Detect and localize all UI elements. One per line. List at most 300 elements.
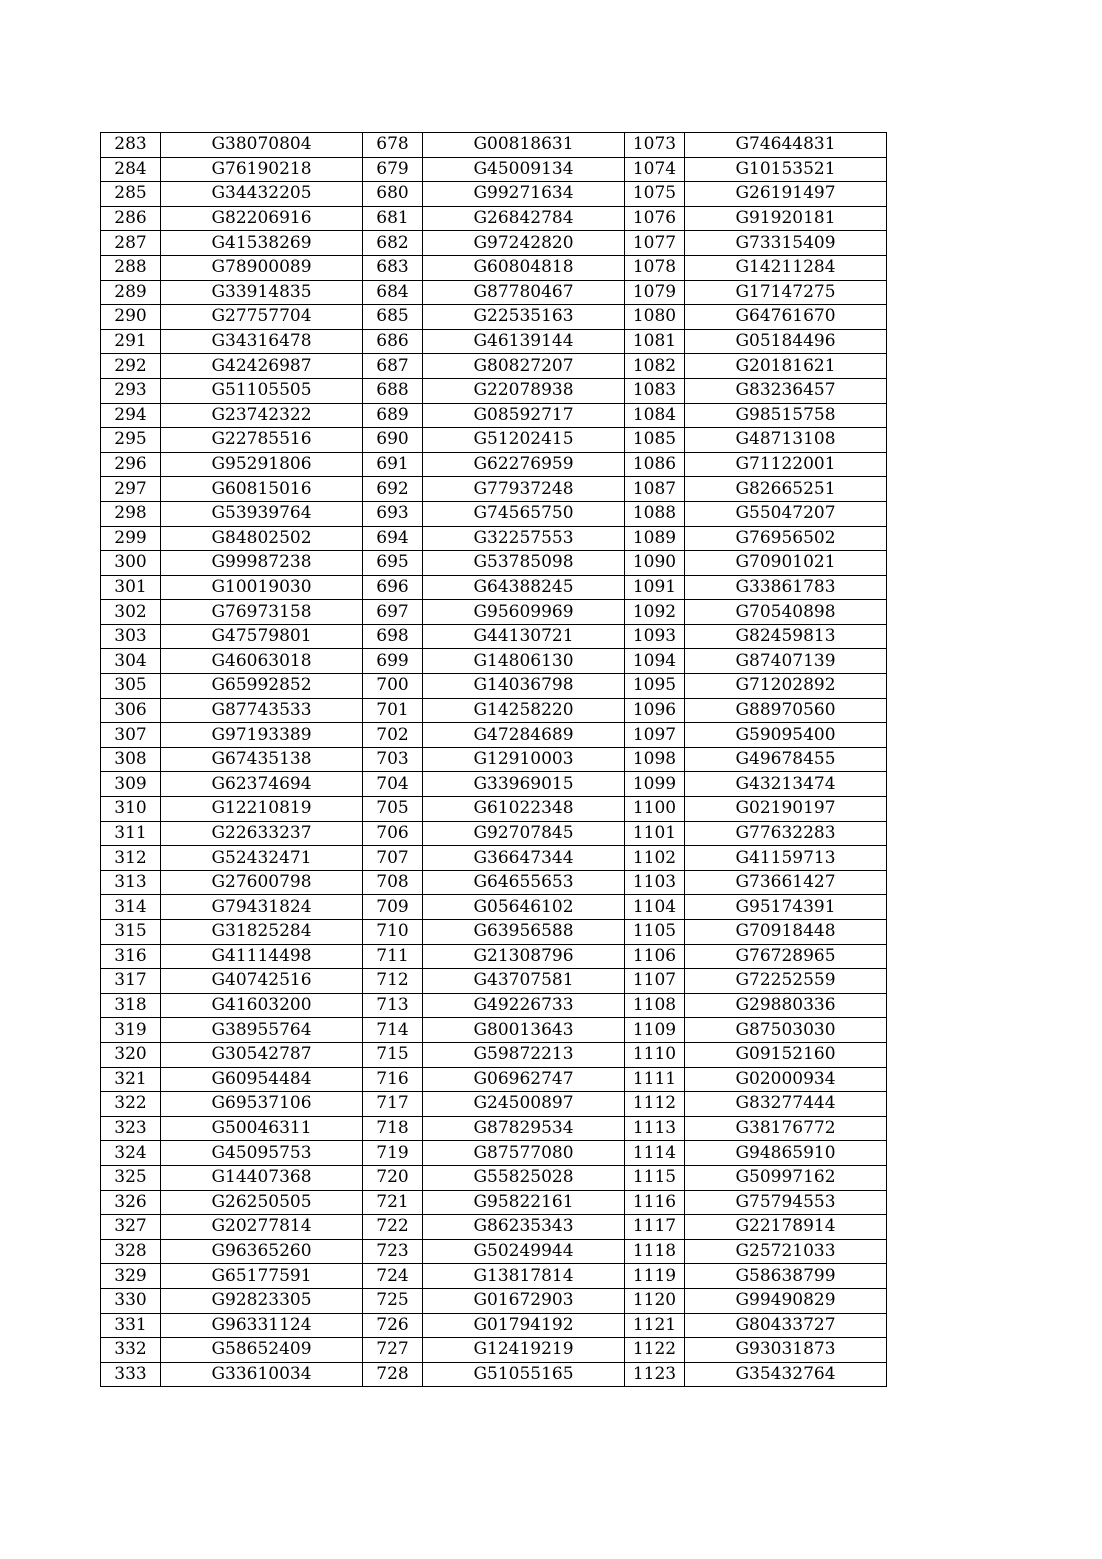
serial-number-cell: 709 bbox=[363, 895, 423, 920]
table-row bbox=[101, 747, 887, 772]
id-code-cell: G86235343 bbox=[423, 1215, 625, 1240]
serial-number-cell: 284 bbox=[101, 157, 161, 182]
table-row bbox=[101, 182, 887, 207]
id-code-cell: G94865910 bbox=[685, 1141, 887, 1166]
table-row bbox=[101, 1313, 887, 1338]
serial-number-cell: 332 bbox=[101, 1338, 161, 1363]
serial-number-cell: 1115 bbox=[625, 1165, 685, 1190]
serial-number-cell: 1120 bbox=[625, 1288, 685, 1313]
id-code-cell: G10153521 bbox=[685, 157, 887, 182]
table-row bbox=[101, 477, 887, 502]
id-code-cell: G05646102 bbox=[423, 895, 625, 920]
serial-number-cell: 1111 bbox=[625, 1067, 685, 1092]
serial-number-cell: 1123 bbox=[625, 1362, 685, 1387]
id-code-cell: G63956588 bbox=[423, 920, 625, 945]
id-code-cell: G46063018 bbox=[161, 649, 363, 674]
serial-number-cell: 321 bbox=[101, 1067, 161, 1092]
serial-number-cell: 310 bbox=[101, 797, 161, 822]
table-row bbox=[101, 428, 887, 453]
id-code-cell: G50249944 bbox=[423, 1239, 625, 1264]
table-row bbox=[101, 821, 887, 846]
id-code-cell: G87503030 bbox=[685, 1018, 887, 1043]
serial-number-cell: 1112 bbox=[625, 1092, 685, 1117]
table-row bbox=[101, 1362, 887, 1387]
id-code-cell: G87407139 bbox=[685, 649, 887, 674]
table-row bbox=[101, 870, 887, 895]
id-code-cell: G64761670 bbox=[685, 305, 887, 330]
table-row bbox=[101, 1067, 887, 1092]
serial-number-cell: 1081 bbox=[625, 329, 685, 354]
serial-number-cell: 682 bbox=[363, 231, 423, 256]
table-row bbox=[101, 624, 887, 649]
id-code-cell: G43707581 bbox=[423, 969, 625, 994]
serial-number-cell: 302 bbox=[101, 600, 161, 625]
id-code-cell: G76973158 bbox=[161, 600, 363, 625]
serial-number-cell: 319 bbox=[101, 1018, 161, 1043]
id-code-cell: G88970560 bbox=[685, 698, 887, 723]
id-code-cell: G24500897 bbox=[423, 1092, 625, 1117]
serial-number-cell: 686 bbox=[363, 329, 423, 354]
table-row bbox=[101, 231, 887, 256]
id-code-cell: G83236457 bbox=[685, 378, 887, 403]
serial-number-cell: 313 bbox=[101, 870, 161, 895]
id-code-cell: G35432764 bbox=[685, 1362, 887, 1387]
serial-number-cell: 288 bbox=[101, 255, 161, 280]
serial-number-cell: 1101 bbox=[625, 821, 685, 846]
serial-number-cell: 1076 bbox=[625, 206, 685, 231]
id-code-cell: G78900089 bbox=[161, 255, 363, 280]
id-code-cell: G02190197 bbox=[685, 797, 887, 822]
id-code-cell: G08592717 bbox=[423, 403, 625, 428]
table-row bbox=[101, 526, 887, 551]
id-code-cell: G64655653 bbox=[423, 870, 625, 895]
serial-number-cell: 712 bbox=[363, 969, 423, 994]
serial-number-cell: 1108 bbox=[625, 993, 685, 1018]
serial-number-cell: 714 bbox=[363, 1018, 423, 1043]
table-row bbox=[101, 649, 887, 674]
id-code-cell: G38176772 bbox=[685, 1116, 887, 1141]
serial-number-cell: 328 bbox=[101, 1239, 161, 1264]
id-code-cell: G47284689 bbox=[423, 723, 625, 748]
id-code-cell: G38070804 bbox=[161, 133, 363, 158]
table-row bbox=[101, 920, 887, 945]
id-code-cell: G22535163 bbox=[423, 305, 625, 330]
serial-number-cell: 333 bbox=[101, 1362, 161, 1387]
serial-number-cell: 716 bbox=[363, 1067, 423, 1092]
id-code-cell: G92707845 bbox=[423, 821, 625, 846]
serial-number-cell: 330 bbox=[101, 1288, 161, 1313]
id-code-cell: G25721033 bbox=[685, 1239, 887, 1264]
id-code-cell: G48713108 bbox=[685, 428, 887, 453]
id-code-cell: G62374694 bbox=[161, 772, 363, 797]
id-code-cell: G95174391 bbox=[685, 895, 887, 920]
id-code-cell: G26250505 bbox=[161, 1190, 363, 1215]
table-row bbox=[101, 378, 887, 403]
id-code-cell: G06962747 bbox=[423, 1067, 625, 1092]
serial-number-cell: 707 bbox=[363, 846, 423, 871]
data-table bbox=[100, 132, 887, 1387]
id-code-cell: G01672903 bbox=[423, 1288, 625, 1313]
table-row bbox=[101, 1288, 887, 1313]
id-code-cell: G76190218 bbox=[161, 157, 363, 182]
id-code-cell: G26842784 bbox=[423, 206, 625, 231]
id-code-cell: G36647344 bbox=[423, 846, 625, 871]
id-code-cell: G65992852 bbox=[161, 674, 363, 699]
id-code-cell: G84802502 bbox=[161, 526, 363, 551]
id-code-cell: G58638799 bbox=[685, 1264, 887, 1289]
serial-number-cell: 295 bbox=[101, 428, 161, 453]
id-code-cell: G27757704 bbox=[161, 305, 363, 330]
id-code-cell: G41538269 bbox=[161, 231, 363, 256]
id-code-cell: G79431824 bbox=[161, 895, 363, 920]
serial-number-cell: 699 bbox=[363, 649, 423, 674]
id-code-cell: G12910003 bbox=[423, 747, 625, 772]
serial-number-cell: 1097 bbox=[625, 723, 685, 748]
table-row bbox=[101, 452, 887, 477]
id-code-cell: G31825284 bbox=[161, 920, 363, 945]
serial-number-cell: 307 bbox=[101, 723, 161, 748]
serial-number-cell: 693 bbox=[363, 501, 423, 526]
table-row bbox=[101, 157, 887, 182]
serial-number-cell: 711 bbox=[363, 944, 423, 969]
serial-number-cell: 314 bbox=[101, 895, 161, 920]
serial-number-cell: 701 bbox=[363, 698, 423, 723]
table-row bbox=[101, 600, 887, 625]
table-row bbox=[101, 575, 887, 600]
id-code-cell: G33969015 bbox=[423, 772, 625, 797]
id-code-cell: G58652409 bbox=[161, 1338, 363, 1363]
serial-number-cell: 681 bbox=[363, 206, 423, 231]
id-code-cell: G80827207 bbox=[423, 354, 625, 379]
serial-number-cell: 706 bbox=[363, 821, 423, 846]
serial-number-cell: 719 bbox=[363, 1141, 423, 1166]
serial-number-cell: 1091 bbox=[625, 575, 685, 600]
serial-number-cell: 329 bbox=[101, 1264, 161, 1289]
id-code-cell: G59872213 bbox=[423, 1042, 625, 1067]
id-code-cell: G21308796 bbox=[423, 944, 625, 969]
id-code-cell: G44130721 bbox=[423, 624, 625, 649]
table-row bbox=[101, 280, 887, 305]
id-code-cell: G73315409 bbox=[685, 231, 887, 256]
serial-number-cell: 1096 bbox=[625, 698, 685, 723]
serial-number-cell: 291 bbox=[101, 329, 161, 354]
table-row bbox=[101, 895, 887, 920]
id-code-cell: G96331124 bbox=[161, 1313, 363, 1338]
serial-number-cell: 683 bbox=[363, 255, 423, 280]
table-row bbox=[101, 846, 887, 871]
serial-number-cell: 715 bbox=[363, 1042, 423, 1067]
id-code-cell: G97193389 bbox=[161, 723, 363, 748]
serial-number-cell: 694 bbox=[363, 526, 423, 551]
id-code-cell: G70901021 bbox=[685, 551, 887, 576]
table-row bbox=[101, 1116, 887, 1141]
id-code-cell: G82665251 bbox=[685, 477, 887, 502]
serial-number-cell: 684 bbox=[363, 280, 423, 305]
table-row bbox=[101, 255, 887, 280]
serial-number-cell: 299 bbox=[101, 526, 161, 551]
serial-number-cell: 1099 bbox=[625, 772, 685, 797]
serial-number-cell: 705 bbox=[363, 797, 423, 822]
id-code-cell: G29880336 bbox=[685, 993, 887, 1018]
table-row bbox=[101, 551, 887, 576]
id-code-cell: G23742322 bbox=[161, 403, 363, 428]
table-row bbox=[101, 698, 887, 723]
id-code-cell: G60954484 bbox=[161, 1067, 363, 1092]
id-code-cell: G87829534 bbox=[423, 1116, 625, 1141]
id-code-cell: G76956502 bbox=[685, 526, 887, 551]
id-code-cell: G33861783 bbox=[685, 575, 887, 600]
serial-number-cell: 286 bbox=[101, 206, 161, 231]
serial-number-cell: 1107 bbox=[625, 969, 685, 994]
table-row bbox=[101, 969, 887, 994]
table-row bbox=[101, 1190, 887, 1215]
table-row bbox=[101, 206, 887, 231]
id-code-cell: G40742516 bbox=[161, 969, 363, 994]
serial-number-cell: 316 bbox=[101, 944, 161, 969]
id-code-cell: G52432471 bbox=[161, 846, 363, 871]
id-code-cell: G01794192 bbox=[423, 1313, 625, 1338]
serial-number-cell: 1073 bbox=[625, 133, 685, 158]
id-code-cell: G17147275 bbox=[685, 280, 887, 305]
serial-number-cell: 300 bbox=[101, 551, 161, 576]
serial-number-cell: 1098 bbox=[625, 747, 685, 772]
serial-number-cell: 718 bbox=[363, 1116, 423, 1141]
id-code-cell: G50997162 bbox=[685, 1165, 887, 1190]
id-code-cell: G92823305 bbox=[161, 1288, 363, 1313]
id-code-cell: G49678455 bbox=[685, 747, 887, 772]
id-code-cell: G80013643 bbox=[423, 1018, 625, 1043]
serial-number-cell: 325 bbox=[101, 1165, 161, 1190]
id-code-cell: G74644831 bbox=[685, 133, 887, 158]
serial-number-cell: 703 bbox=[363, 747, 423, 772]
id-code-cell: G61022348 bbox=[423, 797, 625, 822]
id-code-cell: G87780467 bbox=[423, 280, 625, 305]
serial-number-cell: 1074 bbox=[625, 157, 685, 182]
table-row bbox=[101, 993, 887, 1018]
serial-number-cell: 687 bbox=[363, 354, 423, 379]
serial-number-cell: 301 bbox=[101, 575, 161, 600]
serial-number-cell: 704 bbox=[363, 772, 423, 797]
serial-number-cell: 1088 bbox=[625, 501, 685, 526]
id-code-cell: G14258220 bbox=[423, 698, 625, 723]
serial-number-cell: 724 bbox=[363, 1264, 423, 1289]
table-row bbox=[101, 133, 887, 158]
id-code-cell: G50046311 bbox=[161, 1116, 363, 1141]
id-code-cell: G47579801 bbox=[161, 624, 363, 649]
serial-number-cell: 713 bbox=[363, 993, 423, 1018]
serial-number-cell: 1086 bbox=[625, 452, 685, 477]
id-code-cell: G55047207 bbox=[685, 501, 887, 526]
table-row bbox=[101, 944, 887, 969]
serial-number-cell: 1093 bbox=[625, 624, 685, 649]
id-code-cell: G51202415 bbox=[423, 428, 625, 453]
id-code-cell: G34432205 bbox=[161, 182, 363, 207]
serial-number-cell: 1083 bbox=[625, 378, 685, 403]
id-code-cell: G96365260 bbox=[161, 1239, 363, 1264]
table-row bbox=[101, 1215, 887, 1240]
serial-number-cell: 323 bbox=[101, 1116, 161, 1141]
id-code-cell: G22178914 bbox=[685, 1215, 887, 1240]
id-code-cell: G20277814 bbox=[161, 1215, 363, 1240]
serial-number-cell: 1117 bbox=[625, 1215, 685, 1240]
table-row bbox=[101, 1165, 887, 1190]
id-code-cell: G59095400 bbox=[685, 723, 887, 748]
serial-number-cell: 1078 bbox=[625, 255, 685, 280]
serial-number-cell: 690 bbox=[363, 428, 423, 453]
serial-number-cell: 691 bbox=[363, 452, 423, 477]
id-code-cell: G77632283 bbox=[685, 821, 887, 846]
id-code-cell: G65177591 bbox=[161, 1264, 363, 1289]
id-code-cell: G67435138 bbox=[161, 747, 363, 772]
serial-number-cell: 1085 bbox=[625, 428, 685, 453]
serial-number-cell: 1095 bbox=[625, 674, 685, 699]
id-code-cell: G71122001 bbox=[685, 452, 887, 477]
serial-number-cell: 1118 bbox=[625, 1239, 685, 1264]
table-row bbox=[101, 674, 887, 699]
serial-number-cell: 685 bbox=[363, 305, 423, 330]
serial-number-cell: 1094 bbox=[625, 649, 685, 674]
table-row bbox=[101, 305, 887, 330]
serial-number-cell: 710 bbox=[363, 920, 423, 945]
serial-number-cell: 317 bbox=[101, 969, 161, 994]
serial-number-cell: 305 bbox=[101, 674, 161, 699]
serial-number-cell: 283 bbox=[101, 133, 161, 158]
table-row bbox=[101, 797, 887, 822]
id-code-cell: G70918448 bbox=[685, 920, 887, 945]
serial-number-cell: 1084 bbox=[625, 403, 685, 428]
table-row bbox=[101, 1264, 887, 1289]
serial-number-cell: 695 bbox=[363, 551, 423, 576]
id-code-cell: G97242820 bbox=[423, 231, 625, 256]
serial-number-cell: 1092 bbox=[625, 600, 685, 625]
id-code-cell: G55825028 bbox=[423, 1165, 625, 1190]
table-row bbox=[101, 1239, 887, 1264]
id-code-cell: G77937248 bbox=[423, 477, 625, 502]
serial-number-cell: 312 bbox=[101, 846, 161, 871]
id-code-cell: G53785098 bbox=[423, 551, 625, 576]
serial-number-cell: 297 bbox=[101, 477, 161, 502]
serial-number-cell: 717 bbox=[363, 1092, 423, 1117]
id-code-cell: G95822161 bbox=[423, 1190, 625, 1215]
id-code-cell: G41159713 bbox=[685, 846, 887, 871]
serial-number-cell: 679 bbox=[363, 157, 423, 182]
serial-number-cell: 294 bbox=[101, 403, 161, 428]
id-code-cell: G95609969 bbox=[423, 600, 625, 625]
id-code-cell: G14036798 bbox=[423, 674, 625, 699]
id-code-cell: G33610034 bbox=[161, 1362, 363, 1387]
serial-number-cell: 318 bbox=[101, 993, 161, 1018]
id-code-cell: G60815016 bbox=[161, 477, 363, 502]
id-code-cell: G51105505 bbox=[161, 378, 363, 403]
id-code-cell: G22633237 bbox=[161, 821, 363, 846]
id-code-cell: G14806130 bbox=[423, 649, 625, 674]
id-code-cell: G99271634 bbox=[423, 182, 625, 207]
serial-number-cell: 1106 bbox=[625, 944, 685, 969]
id-code-cell: G76728965 bbox=[685, 944, 887, 969]
table-row bbox=[101, 1092, 887, 1117]
id-code-cell: G72252559 bbox=[685, 969, 887, 994]
id-code-cell: G49226733 bbox=[423, 993, 625, 1018]
id-code-cell: G45095753 bbox=[161, 1141, 363, 1166]
id-code-cell: G33914835 bbox=[161, 280, 363, 305]
table-row bbox=[101, 1141, 887, 1166]
serial-number-cell: 688 bbox=[363, 378, 423, 403]
serial-number-cell: 696 bbox=[363, 575, 423, 600]
serial-number-cell: 320 bbox=[101, 1042, 161, 1067]
serial-number-cell: 1121 bbox=[625, 1313, 685, 1338]
serial-number-cell: 726 bbox=[363, 1313, 423, 1338]
id-code-cell: G05184496 bbox=[685, 329, 887, 354]
id-code-cell: G46139144 bbox=[423, 329, 625, 354]
table-row bbox=[101, 1042, 887, 1067]
id-code-cell: G74565750 bbox=[423, 501, 625, 526]
id-code-cell: G41114498 bbox=[161, 944, 363, 969]
id-code-cell: G02000934 bbox=[685, 1067, 887, 1092]
serial-number-cell: 692 bbox=[363, 477, 423, 502]
serial-number-cell: 1116 bbox=[625, 1190, 685, 1215]
id-code-cell: G30542787 bbox=[161, 1042, 363, 1067]
serial-number-cell: 678 bbox=[363, 133, 423, 158]
serial-number-cell: 296 bbox=[101, 452, 161, 477]
serial-number-cell: 1103 bbox=[625, 870, 685, 895]
id-code-cell: G00818631 bbox=[423, 133, 625, 158]
serial-number-cell: 289 bbox=[101, 280, 161, 305]
serial-number-cell: 689 bbox=[363, 403, 423, 428]
serial-number-cell: 308 bbox=[101, 747, 161, 772]
id-code-cell: G12419219 bbox=[423, 1338, 625, 1363]
id-code-cell: G87577080 bbox=[423, 1141, 625, 1166]
serial-number-cell: 287 bbox=[101, 231, 161, 256]
serial-number-cell: 322 bbox=[101, 1092, 161, 1117]
id-code-cell: G71202892 bbox=[685, 674, 887, 699]
serial-number-cell: 727 bbox=[363, 1338, 423, 1363]
id-code-cell: G27600798 bbox=[161, 870, 363, 895]
serial-number-cell: 680 bbox=[363, 182, 423, 207]
serial-number-cell: 309 bbox=[101, 772, 161, 797]
table-row bbox=[101, 501, 887, 526]
serial-number-cell: 702 bbox=[363, 723, 423, 748]
table-row bbox=[101, 354, 887, 379]
serial-number-cell: 1105 bbox=[625, 920, 685, 945]
serial-number-cell: 720 bbox=[363, 1165, 423, 1190]
id-code-cell: G41603200 bbox=[161, 993, 363, 1018]
id-code-cell: G91920181 bbox=[685, 206, 887, 231]
id-code-cell: G10019030 bbox=[161, 575, 363, 600]
id-code-cell: G75794553 bbox=[685, 1190, 887, 1215]
serial-number-cell: 306 bbox=[101, 698, 161, 723]
id-code-cell: G82459813 bbox=[685, 624, 887, 649]
id-code-cell: G43213474 bbox=[685, 772, 887, 797]
serial-number-cell: 697 bbox=[363, 600, 423, 625]
serial-number-cell: 324 bbox=[101, 1141, 161, 1166]
id-code-cell: G14211284 bbox=[685, 255, 887, 280]
serial-number-cell: 285 bbox=[101, 182, 161, 207]
id-code-cell: G69537106 bbox=[161, 1092, 363, 1117]
serial-number-cell: 708 bbox=[363, 870, 423, 895]
id-code-cell: G38955764 bbox=[161, 1018, 363, 1043]
id-code-cell: G99987238 bbox=[161, 551, 363, 576]
id-code-cell: G80433727 bbox=[685, 1313, 887, 1338]
serial-number-cell: 1077 bbox=[625, 231, 685, 256]
id-code-cell: G93031873 bbox=[685, 1338, 887, 1363]
serial-number-cell: 698 bbox=[363, 624, 423, 649]
id-code-cell: G26191497 bbox=[685, 182, 887, 207]
serial-number-cell: 700 bbox=[363, 674, 423, 699]
table-row bbox=[101, 772, 887, 797]
id-code-cell: G62276959 bbox=[423, 452, 625, 477]
serial-number-cell: 1109 bbox=[625, 1018, 685, 1043]
id-code-cell: G53939764 bbox=[161, 501, 363, 526]
